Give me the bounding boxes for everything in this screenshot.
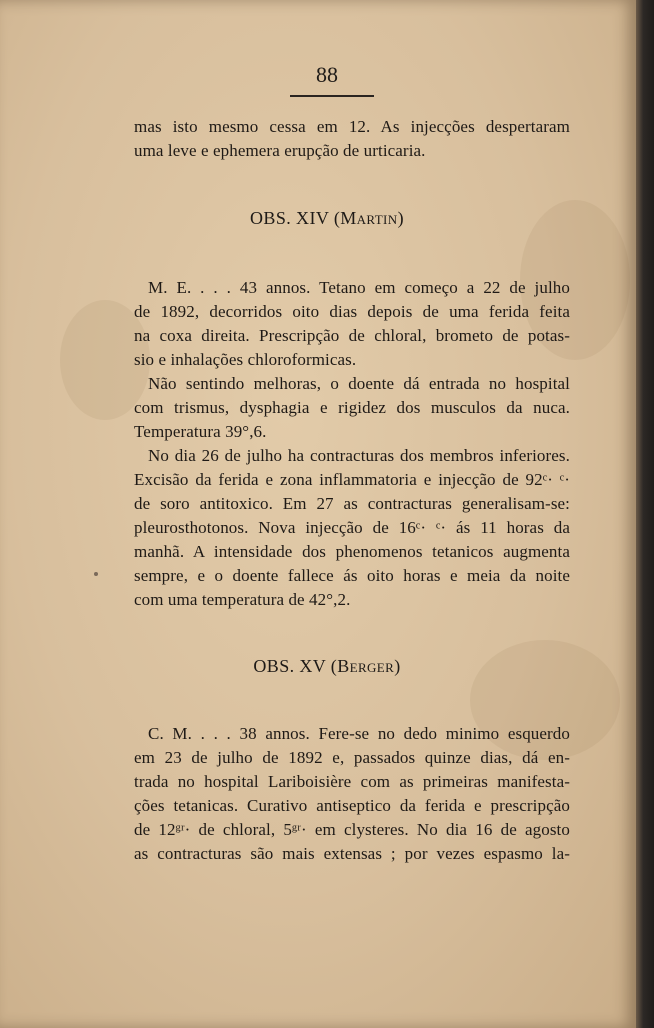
- section-heading-obs-xiv: [0, 208, 654, 229]
- section-heading-obs-xv: [0, 656, 654, 677]
- page-gutter-shadow: [636, 0, 654, 1028]
- text-line: de soro antitoxico. Em 27 as contracturas generalisam-se:: [134, 494, 570, 513]
- text-line: com uma temperatura de 42°,2.: [134, 590, 351, 609]
- text-line: pleurosthotonos. Nova injecção de 16ᶜ· ᶜ· ás 11 horas da: [134, 518, 570, 537]
- text-line: Temperatura 39°,6.: [134, 422, 267, 441]
- heading-author: (Martin): [333, 208, 404, 228]
- text-line: M. E. . . . 43 annos. Tetano em começo a 22 de julho: [148, 278, 570, 297]
- heading-author: (Berger): [330, 656, 401, 676]
- text-line: as contracturas são mais extensas ; por vezes espasmo la-: [134, 844, 570, 863]
- text-line: sempre, e o doente fallece ás oito horas e meia da noite: [134, 566, 570, 585]
- text-line: uma leve e ephemera erupção de urticaria.: [134, 141, 426, 160]
- text-line: No dia 26 de julho ha contracturas dos membros inferiores.: [148, 446, 570, 465]
- text-line: de 1892, decorridos oito dias depois de uma ferida feita: [134, 302, 570, 321]
- page-number: 88: [316, 62, 338, 87]
- text-line: C. M. . . . 38 annos. Fere-se no dedo minimo esquerdo: [148, 724, 570, 743]
- text-line: de 12ᵍʳ· de chloral, 5ᵍʳ· em clysteres. No dia 16 de agosto: [134, 820, 570, 839]
- case-report-xiv: [134, 276, 570, 612]
- text-line: ções tetanicas. Curativo antiseptico da ferida e prescripção: [134, 796, 570, 815]
- text-line: sio e inhalações chloroformicas.: [134, 350, 357, 369]
- text-line: Excisão da ferida e zona inflammatoria e injecção de 92ᶜ· ᶜ·: [134, 470, 570, 489]
- paragraph-continuation: [134, 115, 570, 163]
- text-line: mas isto mesmo cessa em 12. As injecções despertaram: [134, 117, 570, 136]
- heading-obs-label: OBS. XV: [253, 656, 326, 676]
- text-line: em 23 de julho de 1892 e, passados quinze dias, dá en-: [134, 748, 570, 767]
- text-line: com trismus, dysphagia e rigidez dos musculos da nuca.: [134, 398, 570, 417]
- text-line: trada no hospital Lariboisière com as primeiras manifesta-: [134, 772, 570, 791]
- text-line: Não sentindo melhoras, o doente dá entrada no hospital: [148, 374, 570, 393]
- text-line: na coxa direita. Prescripção de chloral, brometo de potas-: [134, 326, 570, 345]
- ink-speck: [94, 572, 98, 576]
- heading-obs-label: OBS. XIV: [250, 208, 329, 228]
- text-line: manhã. A intensidade dos phenomenos tetanicos augmenta: [134, 542, 570, 561]
- case-report-xv: [134, 722, 570, 866]
- page-number-rule: [290, 95, 374, 97]
